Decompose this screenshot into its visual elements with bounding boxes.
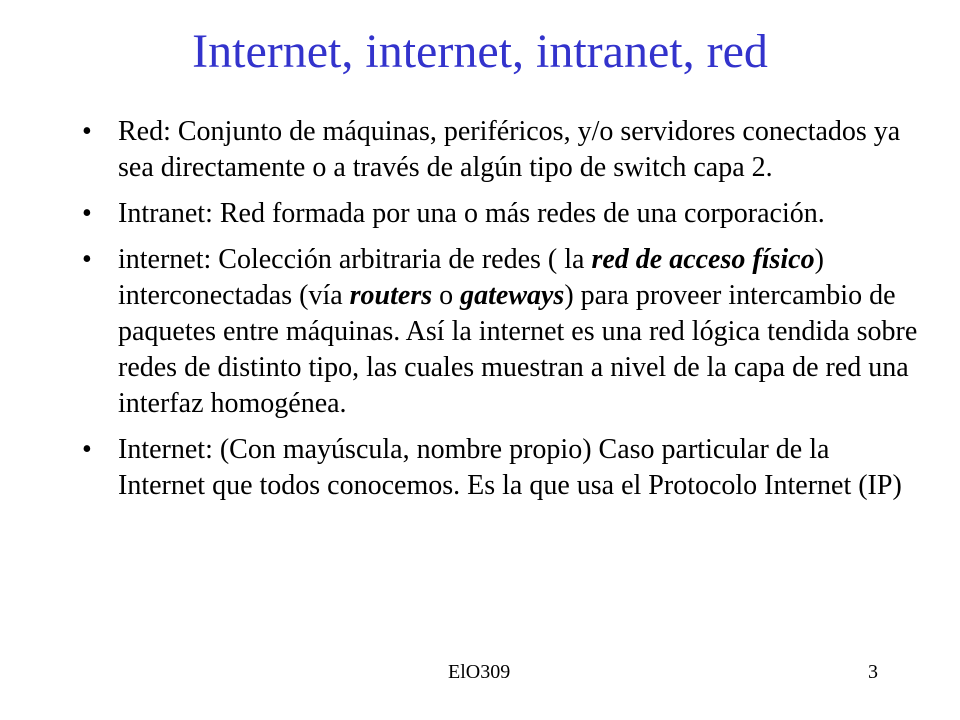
footer-course-code: ElO309 [448, 661, 511, 683]
bullet-text: Internet: (Con mayúscula, nombre propio) Caso particular de la Internet que todos conocemos. Es la que usa el Protocolo Internet (IP) [118, 434, 902, 501]
bullet-red [82, 114, 922, 186]
bullet-intranet [82, 196, 922, 232]
bullet-internet-uppercase [82, 432, 922, 504]
bullet-text: Intranet: Red formada por una o más redes de una corporación. [118, 198, 825, 229]
page-number: 3 [868, 661, 878, 683]
bullet-list [82, 114, 922, 514]
bullet-internet-lowercase [82, 242, 922, 422]
bullet-dot-icon: • [82, 116, 92, 147]
emphasis-red-de-acceso-fisico: red de acceso físico [591, 244, 815, 275]
bullet-text: Red: Conjunto de máquinas, periféricos, y/o servidores conectados ya sea directamente o a través de algún tipo de switch capa 2. [118, 116, 901, 183]
bullet-dot-icon: • [82, 198, 92, 229]
slide-title: Internet, internet, intranet, red [192, 25, 768, 78]
bullet-text: internet: Colección arbitraria de redes ( la red de acceso físico) interconectadas (vía routers o gateways) para proveer intercambio de paquetes entre máquinas. Así la internet es una red lógica tendida sobre redes de distinto tipo, las cuales muestran a nivel de la capa de red una interfaz homogénea. [118, 244, 918, 419]
emphasis-gateways: gateways [460, 280, 565, 311]
bullet-dot-icon: • [82, 434, 92, 465]
bullet-dot-icon: • [82, 244, 92, 275]
emphasis-routers: routers [349, 280, 433, 311]
